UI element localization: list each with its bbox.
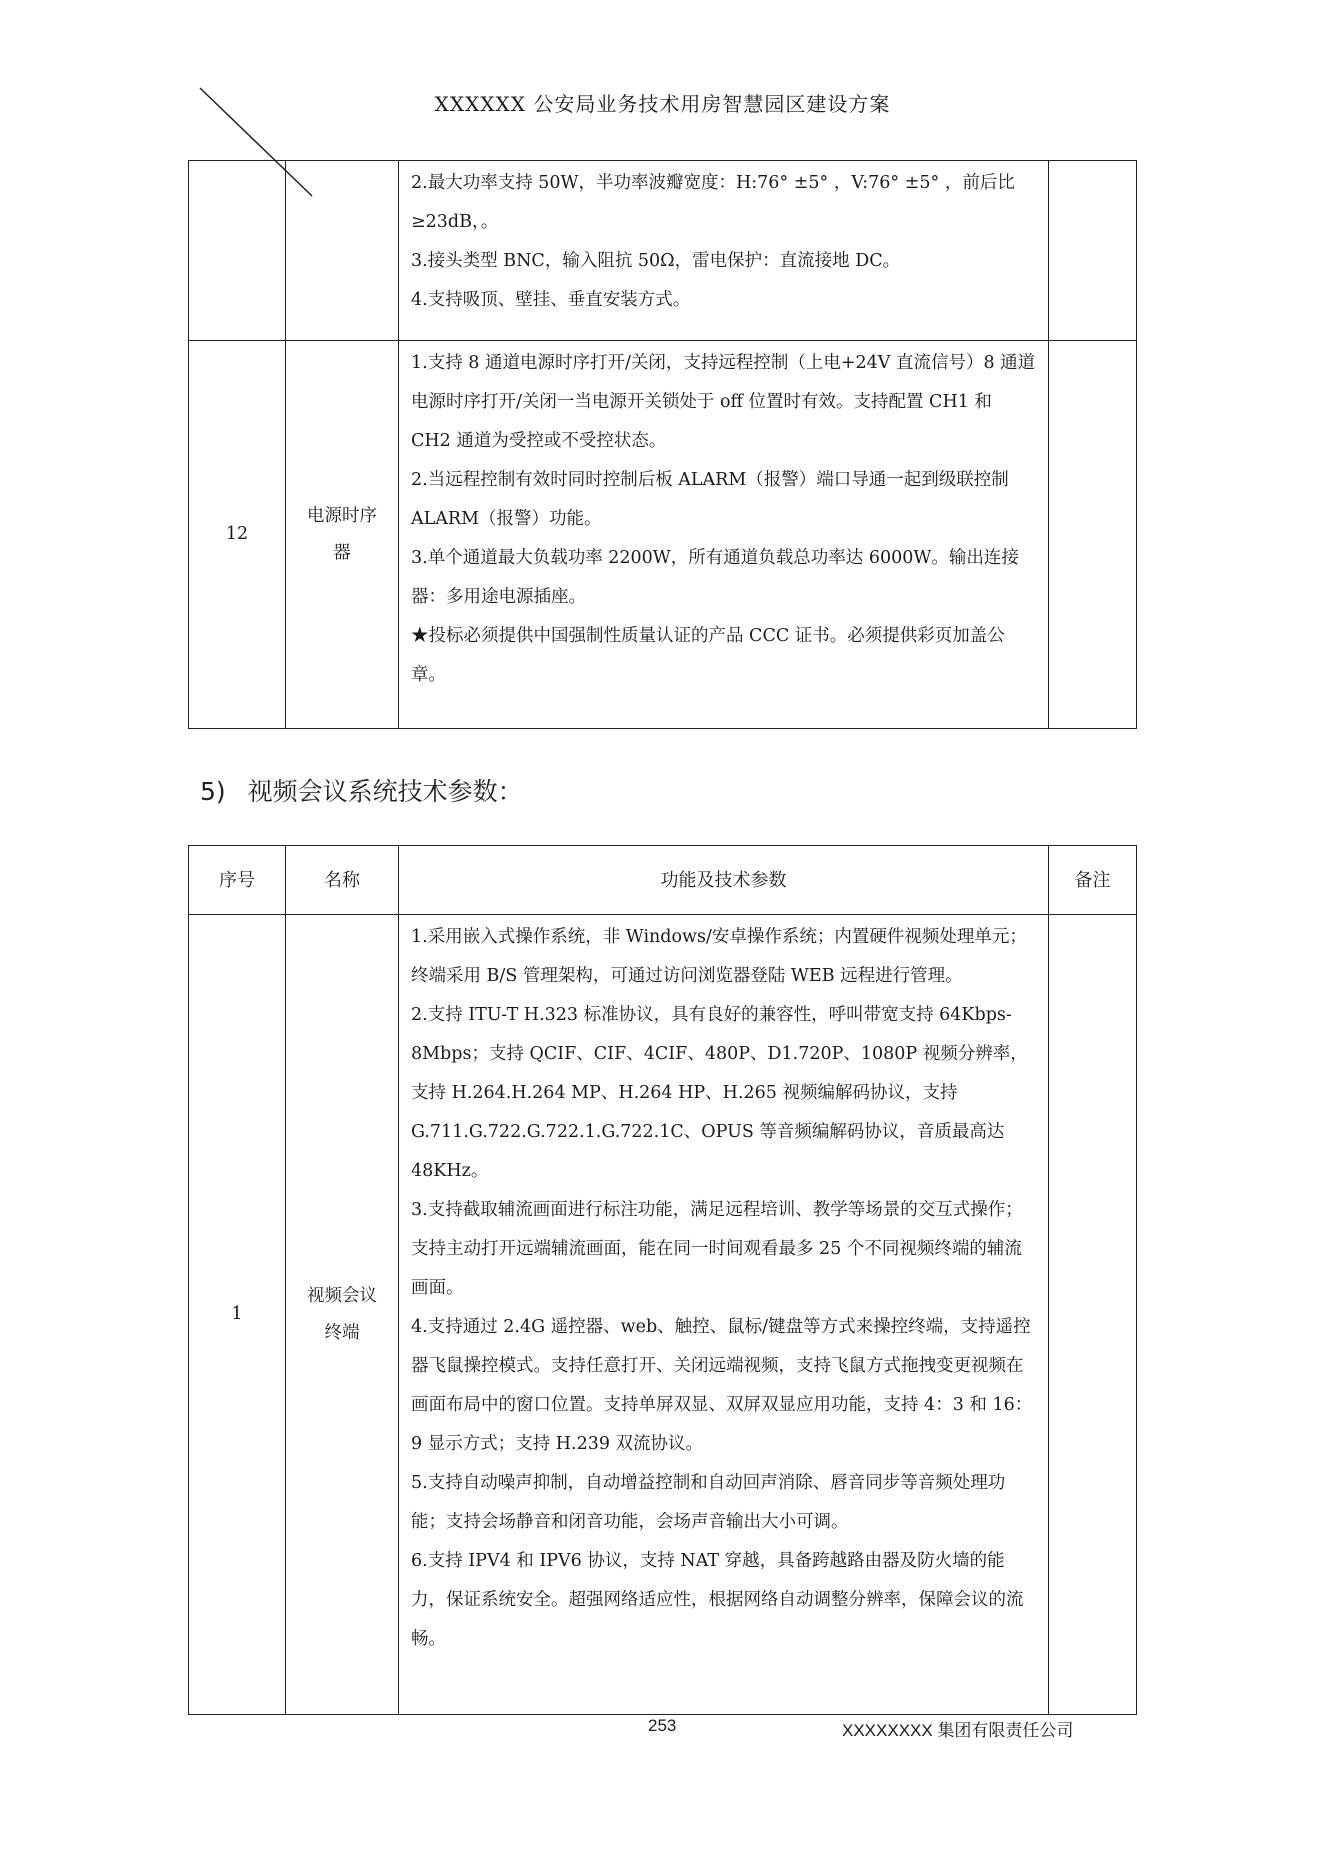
spec-item: 3.接头类型 BNC，输入阻抗 50Ω，雷电保护：直流接地 DC。 <box>411 251 901 271</box>
section-title: 视频会议系统技术参数： <box>247 777 523 806</box>
equipment-spec-table-continued <box>188 160 1137 729</box>
header-name: 名称 <box>286 846 399 915</box>
spec-content-cell <box>399 341 1049 729</box>
item-name-cell <box>286 161 399 341</box>
spec-item: 4.支持吸顶、壁挂、垂直安装方式。 <box>411 290 691 310</box>
spec-item: 4.支持通过 2.4G 遥控器、web、触控、鼠标/键盘等方式来操控终端，支持遥控器飞鼠操控模式。支持任意打开、关闭远端视频，支持飞鼠方式拖拽变更视频在画面布局中的窗口位置。支持单屏双显、双屏双显应用功能，支持 4：3 和 16：9 显示方式；支持 H.239 双流协议。 <box>411 1317 1033 1454</box>
table-row <box>189 915 1137 1715</box>
row-number-cell: 1 <box>189 915 286 1715</box>
table-header-row <box>189 846 1137 915</box>
spec-content-cell <box>399 161 1049 341</box>
row-number-cell <box>189 161 286 341</box>
spec-item: ★投标必须提供中国强制性质量认证的产品 CCC 证书。必须提供彩页加盖公章。 <box>411 626 1005 685</box>
document-header: XXXXXX 公安局业务技术用房智慧园区建设方案 <box>434 92 891 116</box>
spec-item: 2.支持 ITU-T H.323 标准协议，具有良好的兼容性，呼叫带宽支持 64Kbps-8Mbps；支持 QCIF、CIF、4CIF、480P、D1.720P、1080P 视频分辨率，支持 H.264.H.264 MP、H.264 HP、H.265 视频编解码协议，支持 G.711.G.722.G.722.1.G.722.1C、OPUS 等音频编解码协议，音质最高达 48KHz。 <box>411 1005 1028 1181</box>
header-remark: 备注 <box>1049 846 1137 915</box>
spec-item: 1.采用嵌入式操作系统，非 Windows/安卓操作系统；内置硬件视频处理单元；终端采用 B/S 管理架构，可通过访问浏览器登陆 WEB 远程进行管理。 <box>411 927 1027 986</box>
item-name-cell: 视频会议终端 <box>286 915 399 1715</box>
spec-content-cell <box>399 915 1049 1715</box>
item-name-cell: 电源时序器 <box>286 341 399 729</box>
header-params: 功能及技术参数 <box>399 846 1049 915</box>
video-conference-spec-table <box>188 845 1137 1715</box>
section-number: 5) <box>200 777 226 806</box>
row-number-cell: 12 <box>189 341 286 729</box>
spec-item: 3.单个通道最大负载功率 2200W，所有通道负载总功率达 6000W。输出连接器：多用途电源插座。 <box>411 548 1019 607</box>
page-number: 253 <box>648 1716 677 1735</box>
spec-item: 5.支持自动噪声抑制，自动增益控制和自动回声消除、唇音同步等音频处理功能；支持会场静音和闭音功能，会场声音输出大小可调。 <box>411 1473 1006 1532</box>
remark-cell <box>1049 915 1137 1715</box>
remark-cell <box>1049 341 1137 729</box>
remark-cell <box>1049 161 1137 341</box>
spec-item: 2.当远程控制有效时同时控制后板 ALARM（报警）端口导通一起到级联控制 ALARM（报警）功能。 <box>411 470 1009 529</box>
spec-item: 6.支持 IPV4 和 IPV6 协议，支持 NAT 穿越，具备跨越路由器及防火墙的能力，保证系统安全。超强网络适应性，根据网络自动调整分辨率，保障会议的流畅。 <box>411 1551 1024 1649</box>
section-heading <box>200 772 523 808</box>
spec-item: 1.支持 8 通道电源时序打开/关闭，支持远程控制（上电+24V 直流信号）8 通道电源时序打开/关闭一当电源开关锁处于 off 位置时有效。支持配置 CH1 和 CH2 通道为受控或不受控状态。 <box>411 353 1036 451</box>
spec-item: 3.支持截取辅流画面进行标注功能，满足远程培训、教学等场景的交互式操作；支持主动打开远端辅流画面，能在同一时间观看最多 25 个不同视频终端的辅流画面。 <box>411 1200 1023 1298</box>
footer-company: XXXXXXXX 集团有限责任公司 <box>842 1721 1074 1740</box>
spec-item: 2.最大功率支持 50W，半功率波瓣宽度：H:76° ±5° ，V:76° ±5° ，前后比≥23dB，。 <box>411 173 1015 232</box>
table-row <box>189 161 1137 341</box>
table-row <box>189 341 1137 729</box>
header-no: 序号 <box>189 846 286 915</box>
